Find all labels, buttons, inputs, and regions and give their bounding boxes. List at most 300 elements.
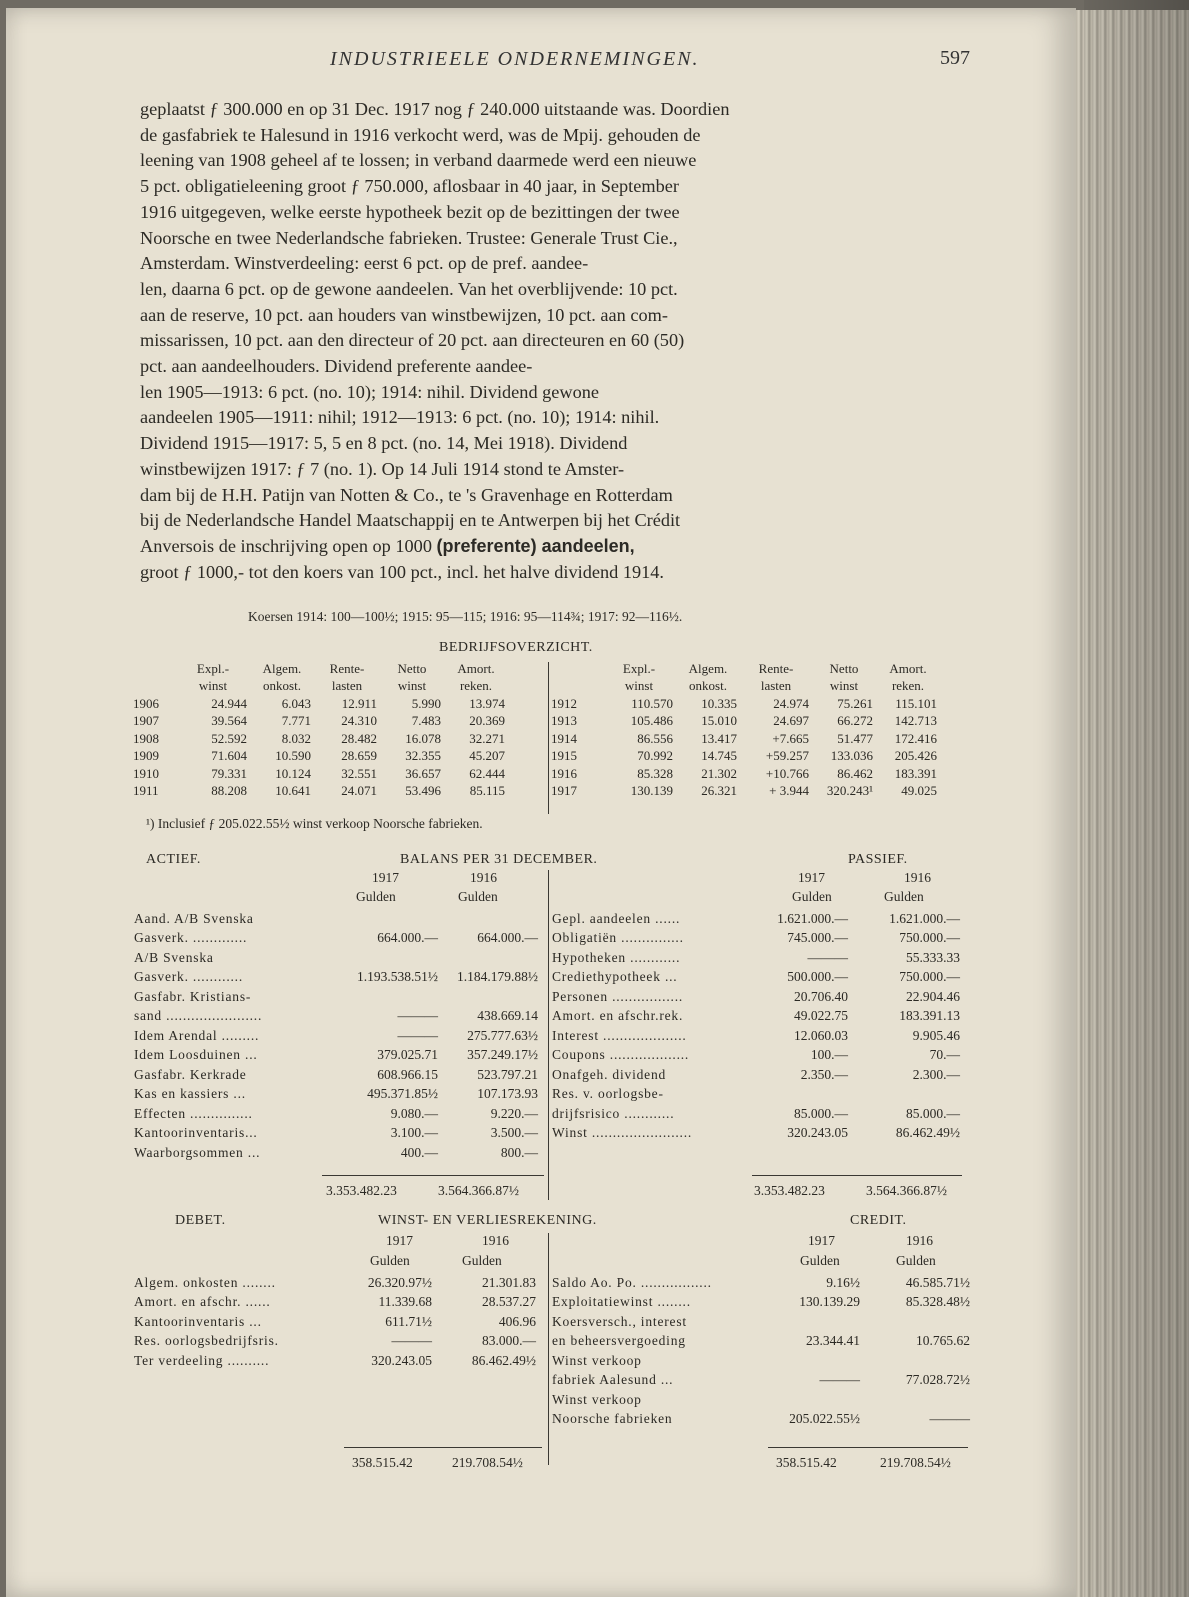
row-value: 142.713 bbox=[894, 713, 937, 729]
row-value bbox=[768, 1312, 862, 1332]
year-1916: 1916 bbox=[904, 870, 931, 885]
row-label: 1912 bbox=[551, 695, 577, 711]
row-value: +10.766 bbox=[765, 765, 809, 781]
table-row bbox=[132, 1312, 538, 1332]
unit-gulden: Gulden bbox=[356, 889, 396, 904]
passief-table bbox=[550, 909, 962, 1143]
total-rule bbox=[344, 1447, 542, 1448]
row-value: 750.000.— bbox=[899, 930, 960, 946]
table-row bbox=[132, 1065, 540, 1085]
table-row bbox=[132, 1124, 540, 1144]
row-value bbox=[440, 987, 540, 1007]
total-rule bbox=[768, 1447, 968, 1448]
body-line: 5 pct. obligatieleening groot ƒ 750.000, aflosbaar in 40 jaar, in September bbox=[140, 176, 679, 197]
year-1917: 1917 bbox=[372, 870, 399, 885]
year-1917: 1917 bbox=[798, 870, 825, 885]
row-label: sand ....................... bbox=[134, 1008, 263, 1024]
debet-table bbox=[132, 1273, 538, 1371]
row-label: Gasverk. ............. bbox=[134, 930, 248, 946]
header-cell: Netto bbox=[397, 660, 427, 676]
row-value: 71.604 bbox=[211, 748, 247, 764]
row-value: 800.— bbox=[500, 1144, 538, 1160]
table-row bbox=[130, 713, 508, 731]
row-value: 320.243.05 bbox=[787, 1125, 848, 1141]
row-label: Res. oorlogsbedrijfsris. bbox=[134, 1333, 279, 1349]
row-value: 51.477 bbox=[837, 730, 873, 746]
row-value: 275.777.63½ bbox=[467, 1027, 538, 1043]
row-label: Kas en kassiers ... bbox=[134, 1086, 246, 1102]
row-value: 24.697 bbox=[773, 713, 809, 729]
body-line: aan de reserve, 10 pct. aan houders van winstbewijzen, 10 pct. aan com- bbox=[140, 304, 668, 325]
actief-table bbox=[132, 909, 540, 1163]
row-value: 320.243.05 bbox=[371, 1352, 432, 1368]
header-cell: Rente- bbox=[329, 660, 365, 676]
header-cell: Netto bbox=[829, 660, 859, 676]
row-value: 9.220.— bbox=[490, 1105, 538, 1121]
row-value: 88.208 bbox=[211, 783, 247, 799]
row-value: 77.028.72½ bbox=[905, 1372, 970, 1388]
row-label: Noorsche fabrieken bbox=[552, 1411, 673, 1427]
row-value bbox=[440, 948, 540, 968]
row-value: 3.500.— bbox=[490, 1125, 538, 1141]
table-row bbox=[548, 713, 940, 731]
row-value: 85.328.48½ bbox=[905, 1294, 970, 1310]
table-row bbox=[548, 748, 940, 766]
row-value: 357.249.17½ bbox=[467, 1047, 538, 1063]
row-value: 39.564 bbox=[211, 713, 247, 729]
row-value: 49.025 bbox=[901, 783, 937, 799]
row-value: 86.462.49½ bbox=[895, 1125, 960, 1141]
row-value bbox=[768, 1351, 862, 1371]
row-label: Res. v. oorlogsbe- bbox=[552, 1086, 664, 1102]
body-line: aandeelen 1905—1911: nihil; 1912—1913: 6 pct. (no. 10); 1914: nihil. bbox=[140, 407, 660, 428]
row-value: 438.669.14 bbox=[477, 1008, 538, 1024]
header-cell: Algem. bbox=[262, 660, 302, 676]
row-label: Hypotheken ............ bbox=[552, 949, 681, 965]
row-value: 24.071 bbox=[341, 783, 377, 799]
table-row bbox=[548, 695, 940, 713]
body-line: dam bij de H.H. Patijn van Notten & Co., te 's Gravenhage en Rotterdam bbox=[140, 484, 673, 505]
row-value: 10.590 bbox=[275, 748, 311, 764]
row-value: 1.184.179.88½ bbox=[457, 969, 538, 985]
passief-total-1917: 3.353.482.23 bbox=[754, 1183, 825, 1198]
credit-total-1917: 358.515.42 bbox=[776, 1455, 837, 1470]
year-1916: 1916 bbox=[482, 1233, 509, 1248]
table-row bbox=[550, 1390, 972, 1410]
row-value: 15.010 bbox=[701, 713, 737, 729]
row-value bbox=[756, 1085, 850, 1105]
row-value: 110.570 bbox=[631, 695, 673, 711]
row-value: 14.745 bbox=[701, 748, 737, 764]
row-value bbox=[320, 987, 440, 1007]
row-value: ——— bbox=[819, 1372, 860, 1388]
row-label: Waarborgsommen ... bbox=[134, 1144, 261, 1160]
row-value: 205.426 bbox=[894, 748, 937, 764]
table-row bbox=[130, 730, 508, 748]
row-value: 10.641 bbox=[275, 783, 311, 799]
row-value: 664.000.— bbox=[477, 930, 538, 946]
body-line: 1916 uitgegeven, welke eerste hypotheek bezit op de bezittingen der twee bbox=[140, 201, 680, 222]
table-row bbox=[550, 1332, 972, 1352]
row-value: 24.944 bbox=[211, 695, 247, 711]
header-cell: winst bbox=[829, 678, 859, 694]
row-value: 66.272 bbox=[837, 713, 873, 729]
row-label: 1908 bbox=[133, 730, 159, 746]
table-row bbox=[132, 909, 540, 929]
bedrijfsoverzicht-right-table bbox=[548, 660, 940, 800]
body-line bbox=[140, 534, 970, 560]
row-label: Winst verkoop bbox=[552, 1391, 642, 1407]
row-value: 62.444 bbox=[469, 765, 505, 781]
running-header: INDUSTRIEELE ONDERNEMINGEN. bbox=[330, 48, 700, 70]
row-label: Kantoorinventaris ... bbox=[134, 1313, 262, 1329]
row-value bbox=[850, 1085, 962, 1105]
row-value: 21.301.83 bbox=[482, 1274, 536, 1290]
table-row bbox=[548, 783, 940, 801]
row-value: 105.486 bbox=[630, 713, 673, 729]
footnote: ¹) Inclusief ƒ 205.022.55½ winst verkoop Noorsche fabrieken. bbox=[146, 816, 483, 831]
row-label: Koersversch., interest bbox=[552, 1313, 687, 1329]
row-value: 23.344.41 bbox=[806, 1333, 860, 1349]
row-label: drijfsrisico ............ bbox=[552, 1105, 675, 1121]
year-1917: 1917 bbox=[808, 1233, 835, 1248]
row-label: Algem. onkosten ........ bbox=[134, 1274, 276, 1290]
table-row bbox=[132, 1085, 540, 1105]
row-label: Winst verkoop bbox=[552, 1352, 642, 1368]
row-value: 608.966.15 bbox=[377, 1066, 438, 1082]
table-header-row bbox=[548, 660, 940, 678]
table-row bbox=[132, 1273, 538, 1293]
actief-total-1916: 3.564.366.87½ bbox=[438, 1183, 519, 1198]
table-row bbox=[132, 1332, 538, 1352]
row-value: 49.022.75 bbox=[794, 1008, 848, 1024]
row-value: 2.300.— bbox=[912, 1066, 960, 1082]
balans-divider bbox=[548, 870, 549, 1200]
header-cell: Expl.- bbox=[622, 660, 656, 676]
body-line: len, daarna 6 pct. op de gewone aandeelen. Van het overblijvende: 10 pct. bbox=[140, 278, 678, 299]
row-value: 26.321 bbox=[701, 783, 737, 799]
row-value: 85.328 bbox=[637, 765, 673, 781]
body-line: leening van 1908 geheel af te lossen; in verband daarmede werd een nieuwe bbox=[140, 150, 697, 171]
table-row bbox=[550, 1371, 972, 1391]
row-value: 8.032 bbox=[281, 730, 311, 746]
row-label: Kantoorinventaris... bbox=[134, 1125, 258, 1141]
row-value: 86.556 bbox=[637, 730, 673, 746]
table-row bbox=[132, 1293, 538, 1313]
header-cell: winst bbox=[397, 678, 427, 694]
table-row bbox=[550, 1046, 962, 1066]
row-value: 183.391 bbox=[894, 765, 937, 781]
row-value: 1.621.000.— bbox=[777, 910, 848, 926]
table-row bbox=[550, 1065, 962, 1085]
row-value: 75.261 bbox=[837, 695, 873, 711]
row-label: en beheersvergoeding bbox=[552, 1333, 686, 1349]
row-label: fabriek Aalesund ... bbox=[552, 1372, 674, 1388]
row-label: Gepl. aandeelen ...... bbox=[552, 910, 681, 926]
balans-title: BALANS PER 31 DECEMBER. bbox=[400, 852, 598, 867]
row-label: Gasverk. ............ bbox=[134, 969, 244, 985]
table-row bbox=[550, 909, 962, 929]
row-value: 2.350.— bbox=[800, 1066, 848, 1082]
row-value: 86.462.49½ bbox=[471, 1352, 536, 1368]
winst-divider bbox=[548, 1233, 549, 1465]
winst-title: WINST- EN VERLIESREKENING. bbox=[378, 1213, 597, 1228]
table-row bbox=[550, 1273, 972, 1293]
row-value: 1.193.538.51½ bbox=[357, 969, 438, 985]
row-value: 7.483 bbox=[411, 713, 441, 729]
row-value: ——— bbox=[391, 1333, 432, 1349]
row-value: 400.— bbox=[400, 1144, 438, 1160]
row-label: 1911 bbox=[133, 783, 159, 799]
row-value: 10.124 bbox=[275, 765, 311, 781]
row-value: 1.621.000.— bbox=[889, 910, 960, 926]
row-label: Idem Arendal ......... bbox=[134, 1027, 260, 1043]
row-value bbox=[862, 1312, 972, 1332]
table-row bbox=[130, 695, 508, 713]
table-row bbox=[132, 948, 540, 968]
bedrijfsoverzicht-left-table bbox=[130, 660, 508, 800]
row-value: 24.974 bbox=[773, 695, 809, 711]
header-cell: reken. bbox=[459, 678, 493, 694]
row-value: ——— bbox=[807, 949, 848, 965]
table-row bbox=[132, 1351, 538, 1371]
row-value bbox=[768, 1390, 862, 1410]
row-value: 32.355 bbox=[405, 748, 441, 764]
page-number: 597 bbox=[940, 47, 970, 69]
row-label: A/B Svenska bbox=[134, 949, 214, 965]
row-label: Obligatiën ............... bbox=[552, 930, 684, 946]
row-label: Personen ................. bbox=[552, 988, 684, 1004]
row-value: ——— bbox=[397, 1008, 438, 1024]
row-label: Saldo Ao. Po. ................. bbox=[552, 1274, 712, 1290]
row-value: 28.537.27 bbox=[482, 1294, 536, 1310]
year-1916: 1916 bbox=[906, 1233, 933, 1248]
row-value: 100.— bbox=[810, 1047, 848, 1063]
row-value: 32.551 bbox=[341, 765, 377, 781]
row-value: 406.96 bbox=[498, 1313, 536, 1329]
row-value: 205.022.55½ bbox=[789, 1411, 860, 1427]
credit-table bbox=[550, 1273, 972, 1429]
unit-gulden: Gulden bbox=[458, 889, 498, 904]
row-label: 1915 bbox=[551, 748, 577, 764]
row-value: 70.— bbox=[929, 1047, 960, 1063]
page-edges-shadow bbox=[1084, 0, 1189, 1597]
row-value: 13.417 bbox=[701, 730, 737, 746]
table-row bbox=[548, 765, 940, 783]
year-1917: 1917 bbox=[386, 1233, 413, 1248]
row-value bbox=[440, 909, 540, 929]
unit-gulden: Gulden bbox=[884, 889, 924, 904]
row-value: 26.320.97½ bbox=[367, 1274, 432, 1290]
body-line: geplaatst ƒ 300.000 en op 31 Dec. 1917 nog ƒ 240.000 uitstaande was. Doordien bbox=[140, 99, 730, 119]
row-value: 53.496 bbox=[405, 783, 441, 799]
row-value: 16.078 bbox=[405, 730, 441, 746]
table-row bbox=[550, 1351, 972, 1371]
table-row bbox=[132, 1007, 540, 1027]
row-value: 12.911 bbox=[341, 695, 377, 711]
row-label: Effecten ............... bbox=[134, 1105, 253, 1121]
row-value: 183.391.13 bbox=[899, 1008, 960, 1024]
row-value: 12.060.03 bbox=[794, 1027, 848, 1043]
row-value: 750.000.— bbox=[899, 969, 960, 985]
row-label: Gasfabr. Kristians- bbox=[134, 988, 252, 1004]
body-line: len 1905—1913: 6 pct. (no. 10); 1914: nihil. Dividend gewone bbox=[140, 381, 600, 402]
header-cell: lasten bbox=[760, 678, 792, 694]
row-value: 130.139.29 bbox=[799, 1294, 860, 1310]
row-value: 10.335 bbox=[701, 695, 737, 711]
row-label: Coupons ................... bbox=[552, 1047, 690, 1063]
header-cell: Algem. bbox=[688, 660, 728, 676]
table-row bbox=[130, 748, 508, 766]
row-value: 85.000.— bbox=[906, 1105, 960, 1121]
row-label: 1906 bbox=[133, 695, 159, 711]
credit-total-1916: 219.708.54½ bbox=[880, 1455, 951, 1470]
bold-shares-label: (preferente) aandeelen, bbox=[436, 535, 635, 556]
row-value: 32.271 bbox=[469, 730, 505, 746]
row-value: 85.000.— bbox=[794, 1105, 848, 1121]
header-cell: onkost. bbox=[263, 678, 301, 694]
row-value: +7.665 bbox=[772, 730, 809, 746]
table-row bbox=[548, 730, 940, 748]
row-label: 1917 bbox=[551, 783, 577, 799]
unit-gulden: Gulden bbox=[370, 1253, 410, 1268]
row-label: 1914 bbox=[551, 730, 577, 746]
row-label: Idem Loosduinen ... bbox=[134, 1047, 258, 1063]
row-value: +59.257 bbox=[765, 748, 809, 764]
row-label: Ter verdeeling .......... bbox=[134, 1352, 270, 1368]
row-value: 13.974 bbox=[469, 695, 505, 711]
row-value: 9.080.— bbox=[390, 1105, 438, 1121]
table-row bbox=[550, 1104, 962, 1124]
row-value: 45.207 bbox=[469, 748, 505, 764]
header-cell: Amort. bbox=[889, 660, 927, 676]
table-row bbox=[550, 1026, 962, 1046]
table-header-row bbox=[548, 678, 940, 696]
total-rule bbox=[752, 1175, 962, 1176]
row-value: 22.904.46 bbox=[906, 988, 960, 1004]
koersen-line: Koersen 1914: 100—100½; 1915: 95—115; 1916: 95—114¾; 1917: 92—116½. bbox=[248, 609, 683, 624]
row-value: 107.173.93 bbox=[477, 1086, 538, 1102]
table-row bbox=[130, 765, 508, 783]
row-value: 5.990 bbox=[411, 695, 441, 711]
row-label: 1910 bbox=[133, 765, 159, 781]
row-value: 3.100.— bbox=[390, 1125, 438, 1141]
row-value: 36.657 bbox=[405, 765, 441, 781]
row-value: 20.706.40 bbox=[794, 988, 848, 1004]
row-value: 133.036 bbox=[830, 748, 873, 764]
row-value: 55.333.33 bbox=[906, 949, 960, 965]
debet-total-1917: 358.515.42 bbox=[352, 1455, 413, 1470]
row-value: 9.16½ bbox=[826, 1274, 860, 1290]
body-line-text: Anversois de inschrijving open op 1000 bbox=[140, 535, 432, 556]
body-line: Dividend 1915—1917: 5, 5 en 8 pct. (no. 14, Mei 1918). Dividend bbox=[140, 433, 628, 454]
unit-gulden: Gulden bbox=[800, 1253, 840, 1268]
bedrijfsoverzicht-title: BEDRIJFSOVERZICHT. bbox=[439, 640, 593, 655]
table-row bbox=[130, 783, 508, 801]
debet-label: DEBET. bbox=[175, 1213, 226, 1228]
header-cell: Expl.- bbox=[196, 660, 230, 676]
debet-total-1916: 219.708.54½ bbox=[452, 1455, 523, 1470]
table-row bbox=[132, 1046, 540, 1066]
header-cell: Rente- bbox=[758, 660, 794, 676]
body-line: Noorsche en twee Nederlandsche fabrieken. Trustee: Generale Trust Cie., bbox=[140, 227, 678, 248]
row-value: 664.000.— bbox=[377, 930, 438, 946]
table-row bbox=[132, 1143, 540, 1163]
table-row bbox=[550, 1312, 972, 1332]
row-value: 11.339.68 bbox=[378, 1294, 432, 1310]
total-rule bbox=[322, 1175, 544, 1176]
row-value: 6.043 bbox=[281, 695, 311, 711]
table-row bbox=[550, 948, 962, 968]
row-value bbox=[862, 1390, 972, 1410]
row-value: 495.371.85½ bbox=[367, 1086, 438, 1102]
header-cell: winst bbox=[624, 678, 654, 694]
row-label: Interest .................... bbox=[552, 1027, 687, 1043]
body-line: Amsterdam. Winstverdeeling: eerst 6 pct. op de pref. aandee- bbox=[140, 253, 589, 274]
row-label: Exploitatiewinst ........ bbox=[552, 1294, 691, 1310]
table-row bbox=[550, 1007, 962, 1027]
credit-label: CREDIT. bbox=[850, 1213, 907, 1228]
row-value bbox=[320, 948, 440, 968]
row-value: 28.659 bbox=[341, 748, 377, 764]
body-paragraph bbox=[140, 97, 970, 585]
table-row bbox=[550, 1124, 962, 1144]
row-label: Aand. A/B Svenska bbox=[134, 910, 254, 926]
header-cell: lasten bbox=[331, 678, 363, 694]
row-value: ——— bbox=[397, 1027, 438, 1043]
row-value: 86.462 bbox=[837, 765, 873, 781]
row-value: 79.331 bbox=[211, 765, 247, 781]
table-row bbox=[132, 987, 540, 1007]
row-value: 320.243¹ bbox=[826, 783, 873, 799]
row-value: 611.71½ bbox=[385, 1313, 432, 1329]
body-line: pct. aan aandeelhouders. Dividend preferente aandee- bbox=[140, 356, 533, 377]
row-label: Amort. en afschr.rek. bbox=[552, 1008, 684, 1024]
row-value: 83.000.— bbox=[482, 1333, 536, 1349]
body-line: missarissen, 10 pct. aan den directeur of 20 pct. aan directeuren en 60 (50) bbox=[140, 330, 685, 351]
row-value: 115.101 bbox=[895, 695, 937, 711]
row-value: 130.139 bbox=[630, 783, 673, 799]
unit-gulden: Gulden bbox=[792, 889, 832, 904]
row-value: 172.416 bbox=[894, 730, 937, 746]
row-label: 1913 bbox=[551, 713, 577, 729]
row-value: 379.025.71 bbox=[377, 1047, 438, 1063]
table-row bbox=[550, 1293, 972, 1313]
row-value: 10.765.62 bbox=[916, 1333, 970, 1349]
row-label: 1916 bbox=[551, 765, 577, 781]
row-value: 28.482 bbox=[341, 730, 377, 746]
row-value: 70.992 bbox=[637, 748, 673, 764]
table-row bbox=[132, 968, 540, 988]
passief-label: PASSIEF. bbox=[848, 852, 908, 867]
row-value: 20.369 bbox=[469, 713, 505, 729]
row-value: 21.302 bbox=[701, 765, 737, 781]
body-line: bij de Nederlandsche Handel Maatschappij en te Antwerpen bij het Crédit bbox=[140, 510, 681, 531]
body-line: de gasfabriek te Halesund in 1916 verkocht werd, was de Mpij. gehouden de bbox=[140, 124, 701, 145]
table-header-row bbox=[130, 660, 508, 678]
body-line: groot ƒ 1000,- tot den koers van 100 pct., incl. het halve dividend 1914. bbox=[140, 561, 664, 582]
row-value: 46.585.71½ bbox=[905, 1274, 970, 1290]
row-value: ——— bbox=[929, 1411, 970, 1427]
row-value bbox=[862, 1351, 972, 1371]
actief-total-1917: 3.353.482.23 bbox=[326, 1183, 397, 1198]
unit-gulden: Gulden bbox=[896, 1253, 936, 1268]
year-1916: 1916 bbox=[470, 870, 497, 885]
row-label: Amort. en afschr. ...... bbox=[134, 1294, 271, 1310]
row-value: 500.000.— bbox=[787, 969, 848, 985]
row-value: + 3.944 bbox=[769, 783, 809, 799]
row-label: 1907 bbox=[133, 713, 159, 729]
